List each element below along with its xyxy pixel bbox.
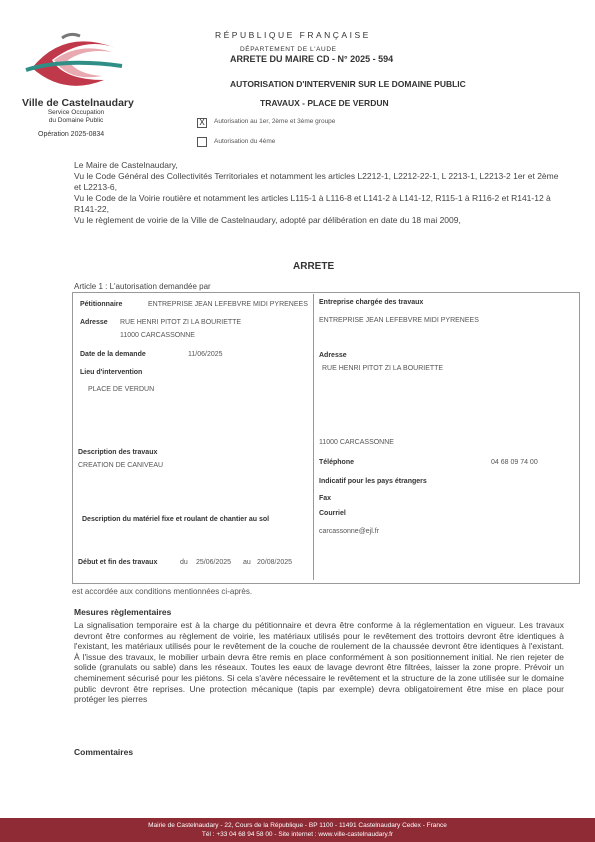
entreprise-value: ENTREPRISE JEAN LEFEBVRE MIDI PYRENEES xyxy=(319,317,479,324)
works-title: TRAVAUX - PLACE DE VERDUN xyxy=(260,98,389,108)
debut-label: Début et fin des travaux xyxy=(78,559,158,566)
entreprise-adresse-label: Adresse xyxy=(319,352,347,359)
preamble-line: Vu le Code Général des Collectivités Territoriales et notamment les articles L2212-1, L2212-22-1, L 2213-1, L2213-2 1er et 2ème et L2213-6, xyxy=(74,171,559,192)
accord-sentence: est accordée aux conditions mentionnées ci-après. xyxy=(72,587,253,596)
du-text: du xyxy=(180,559,188,566)
town-logo xyxy=(24,30,124,95)
checkbox-groups-1-3[interactable]: X xyxy=(197,118,207,128)
petitionnaire-value: ENTREPRISE JEAN LEFEBVRE MIDI PYRENEES xyxy=(148,301,308,308)
checkbox-group-4[interactable] xyxy=(197,137,207,147)
department-heading: DÉPARTEMENT DE L'AUDE xyxy=(240,46,337,53)
courriel-label: Courriel xyxy=(319,510,346,517)
footer-line-1: Mairie de Castelnaudary - 22, Cours de la République - BP 1100 - 11491 Castelnaudary Cedex - France xyxy=(148,822,447,829)
mesures-heading: Mesures règlementaires xyxy=(74,607,172,617)
fax-label: Fax xyxy=(319,495,332,502)
arrete-heading: ARRETE xyxy=(293,261,335,272)
telephone-value: 04 68 09 74 00 xyxy=(491,459,538,466)
courriel-value[interactable]: carcassonne@ejl.fr xyxy=(319,528,380,535)
lieu-label: Lieu d'intervention xyxy=(80,369,143,376)
republic-heading: RÉPUBLIQUE FRANÇAISE xyxy=(215,30,371,40)
form-divider xyxy=(313,294,314,580)
entreprise-ville-value: 11000 CARCASSONNE xyxy=(319,439,394,446)
town-name: Ville de Castelnaudary xyxy=(22,97,134,109)
service-name xyxy=(40,109,112,125)
preamble xyxy=(74,160,564,226)
operation-number: Opération 2025-0834 xyxy=(38,131,105,138)
entreprise-label: Entreprise chargée des travaux xyxy=(319,299,424,306)
service-line-2: du Domaine Public xyxy=(48,117,104,124)
description-value: CREATION DE CANIVEAU xyxy=(78,462,164,469)
telephone-label: Téléphone xyxy=(319,459,355,466)
checkbox-groups-1-3-label: Autorisation au 1er, 2ème et 3ème groupe xyxy=(214,118,336,125)
date-value: 11/06/2025 xyxy=(188,351,223,358)
au-text: au xyxy=(243,559,251,566)
page-footer xyxy=(0,818,595,842)
adresse-value: RUE HENRI PITOT ZI LA BOURIETTE xyxy=(120,319,242,326)
indicatif-label: Indicatif pour les pays étrangers xyxy=(319,478,427,485)
preamble-line: Vu le règlement de voirie de la Ville de Castelnaudary, adopté par délibération en date du 18 mai 2009, xyxy=(74,215,461,225)
preamble-line: Le Maire de Castelnaudary, xyxy=(74,160,178,170)
mesures-text: La signalisation temporaire est à la charge du pétitionnaire et devra être conforme à la réglementation en vigueur. Les travaux devront être conformes au règlement de voirie, les matériaux utilisés pour le revêtement des trottoirs devront être identiques à l'existant, les matériaux utilisés pour le revêtement de la couche de roulement de la chaussée devront être identiques à l'existant. À l'issue des travaux, le mobilier urbain devra être remis en place conformément à son positionnement initial. Ne rien rejeter de solide (granulats ou sable) dans les réseaux. Toutes les eaux de lavage devront être filtrées, laisser la zone propre. Prévoir un cheminement sécurisé pour les piétons. Si cela s'avère nécessaire le revêtement et la structure de la zone utilisée sur le domaine public devront être reprises. Une protection mécanique (tapis par exemple) devra obligatoirement être mise en place pour protéger les pierres xyxy=(74,620,564,705)
date-label: Date de la demande xyxy=(80,351,146,358)
commentaires-heading: Commentaires xyxy=(74,747,134,757)
preamble-line: Vu le Code de la Voirie routière et notamment les articles L115-1 à L116-8 et L141-2 à L141-12, R115-1 à R116-2 et R141-12 à R141-22, xyxy=(74,193,551,214)
service-line-1: Service Occupation xyxy=(47,109,105,116)
lieu-value: PLACE DE VERDUN xyxy=(88,386,155,393)
debut-value: 25/06/2025 xyxy=(196,559,232,566)
checkbox-group-4-label: Autorisation du 4ème xyxy=(214,138,276,145)
ville-value: 11000 CARCASSONNE xyxy=(120,332,195,339)
adresse-label: Adresse xyxy=(80,319,108,326)
petitionnaire-label: Pétitionnaire xyxy=(80,301,123,308)
article-1: Article 1 : L'autorisation demandée par xyxy=(74,282,211,291)
footer-line-2: Tél : +33 04 68 94 58 00 - Site internet : www.ville-castelnaudary.fr xyxy=(201,831,394,838)
document-subtitle: AUTORISATION D'INTERVENIR SUR LE DOMAINE PUBLIC xyxy=(230,79,466,89)
entreprise-adresse-value: RUE HENRI PITOT ZI LA BOURIETTE xyxy=(322,365,444,372)
fin-value: 20/08/2025 xyxy=(257,559,293,566)
description-label: Description des travaux xyxy=(78,449,158,456)
materiel-label: Description du matériel fixe et roulant de chantier au sol xyxy=(82,516,270,523)
document-title: ARRETE DU MAIRE CD - N° 2025 - 594 xyxy=(230,54,394,64)
